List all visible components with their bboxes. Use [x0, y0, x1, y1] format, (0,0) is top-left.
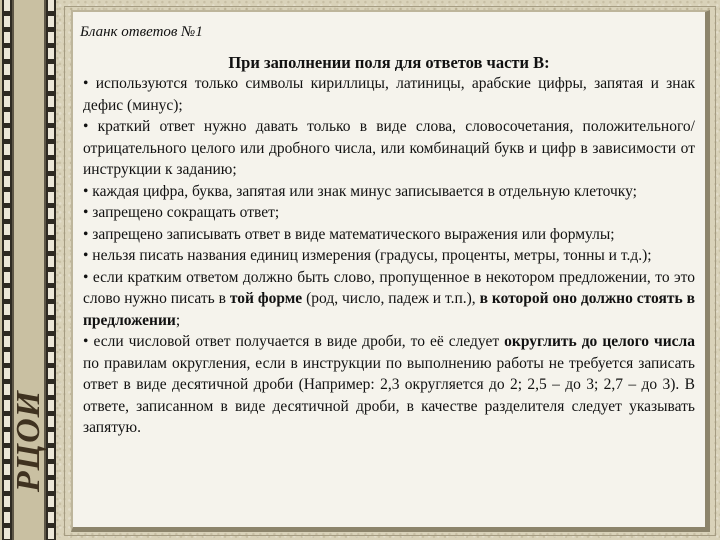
- rule-text: • если числовой ответ получается в виде дроби, то её следует: [83, 333, 505, 350]
- section-heading: При заполнении поля для ответов части В:: [228, 53, 550, 72]
- rule-item: [83, 181, 695, 203]
- rule-text: по правилам округления, если в инструкции по выполнению работы не требуется записать ответ в виде десятичной дроби (Например: 2,3 округляется до 2; 2,5 – до 3; 2,7 – до 3). В ответе, записанном в виде десятичной дроби, в качестве разделителя следует указывать запятую.: [83, 354, 695, 436]
- rule-text: • запрещено записывать ответ в виде математического выражения или формулы;: [83, 225, 615, 243]
- rule-item: [83, 202, 695, 224]
- rule-text: • запрещено сокращать ответ;: [83, 204, 280, 221]
- brand-text: РЦОИ: [10, 389, 47, 493]
- rule-text: • нельзя писать названия единиц измерения (градусы, проценты, метры, тонны и т.д.);: [83, 247, 652, 264]
- rule-text: • используются только символы кириллицы, латиницы, арабские цифры, запятая и знак дефис (минус);: [83, 75, 695, 114]
- rule-item: [83, 245, 695, 267]
- document-body: [83, 53, 695, 439]
- rule-text: • краткий ответ нужно давать только в виде слова, словосочетания, положительного/отрицательного целого или дробного числа, или комбинаций букв и цифр в зависимости от инструкции к заданию;: [83, 118, 695, 178]
- rule-text: ;: [175, 311, 181, 329]
- rule-item: [83, 73, 695, 116]
- rule-item: [83, 116, 695, 181]
- rule-item: [83, 331, 695, 439]
- rules-list: [83, 73, 695, 439]
- rule-text: • каждая цифра, буква, запятая или знак минус записывается в отдельную клеточку;: [83, 182, 637, 200]
- rule-text: • если кратким ответом должно быть слово, пропущенное в некотором предложении, то это слово нужно писать в: [83, 268, 695, 307]
- document-label: Бланк ответов №1: [80, 24, 203, 40]
- rule-text: (род, число, падеж и т.п.),: [302, 290, 480, 307]
- rule-item: [83, 267, 695, 332]
- rule-emphasis: той форме: [229, 290, 303, 307]
- rule-emphasis: в которой оно должно стоять в предложении: [83, 290, 695, 329]
- rule-emphasis: округлить до целого числа: [504, 333, 695, 350]
- rule-item: [83, 224, 695, 246]
- brand-logo: [10, 372, 47, 510]
